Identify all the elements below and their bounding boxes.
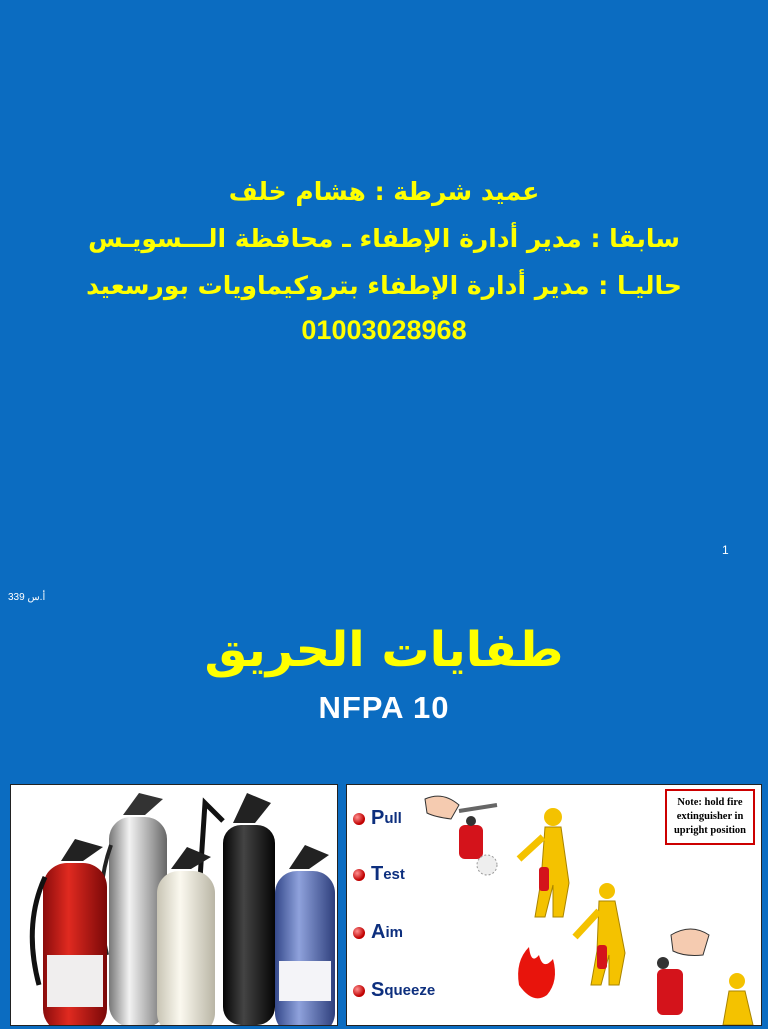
presenter-former-position: سابقا : مدير أدارة الإطفاء ـ محافظة الـــسويـس — [88, 224, 680, 253]
presenter-current-position: حاليـا : مدير أدارة الإطفاء بتروكيماويات بورسعيد — [86, 271, 682, 300]
page-title: طفايات الحريق — [204, 622, 564, 678]
pass-step-letter: A — [371, 921, 386, 943]
pass-step-word: est — [383, 866, 405, 883]
reference-code: أ.س 339 — [8, 592, 46, 603]
presenter-info — [0, 168, 768, 351]
extinguishers-illustration — [11, 785, 337, 1025]
pass-step-word: ull — [384, 810, 402, 827]
pass-step-letter: S — [371, 979, 385, 1001]
pass-step-word: queeze — [384, 982, 436, 999]
pass-step-letter: P — [371, 807, 385, 829]
pass-instructions — [346, 784, 762, 1026]
extinguishers-photo — [10, 784, 338, 1026]
note-box: Note: hold fire extinguisher in upright position — [665, 789, 755, 845]
page-number: 1 — [722, 543, 729, 557]
presenter-rank-name: عميد شرطة : هشام خلف — [228, 177, 540, 206]
page-subtitle: NFPA 10 — [318, 690, 450, 725]
pass-step-word: im — [385, 924, 403, 941]
presenter-phone: 01003028968 — [301, 315, 467, 345]
pass-step-letter: T — [371, 863, 384, 885]
